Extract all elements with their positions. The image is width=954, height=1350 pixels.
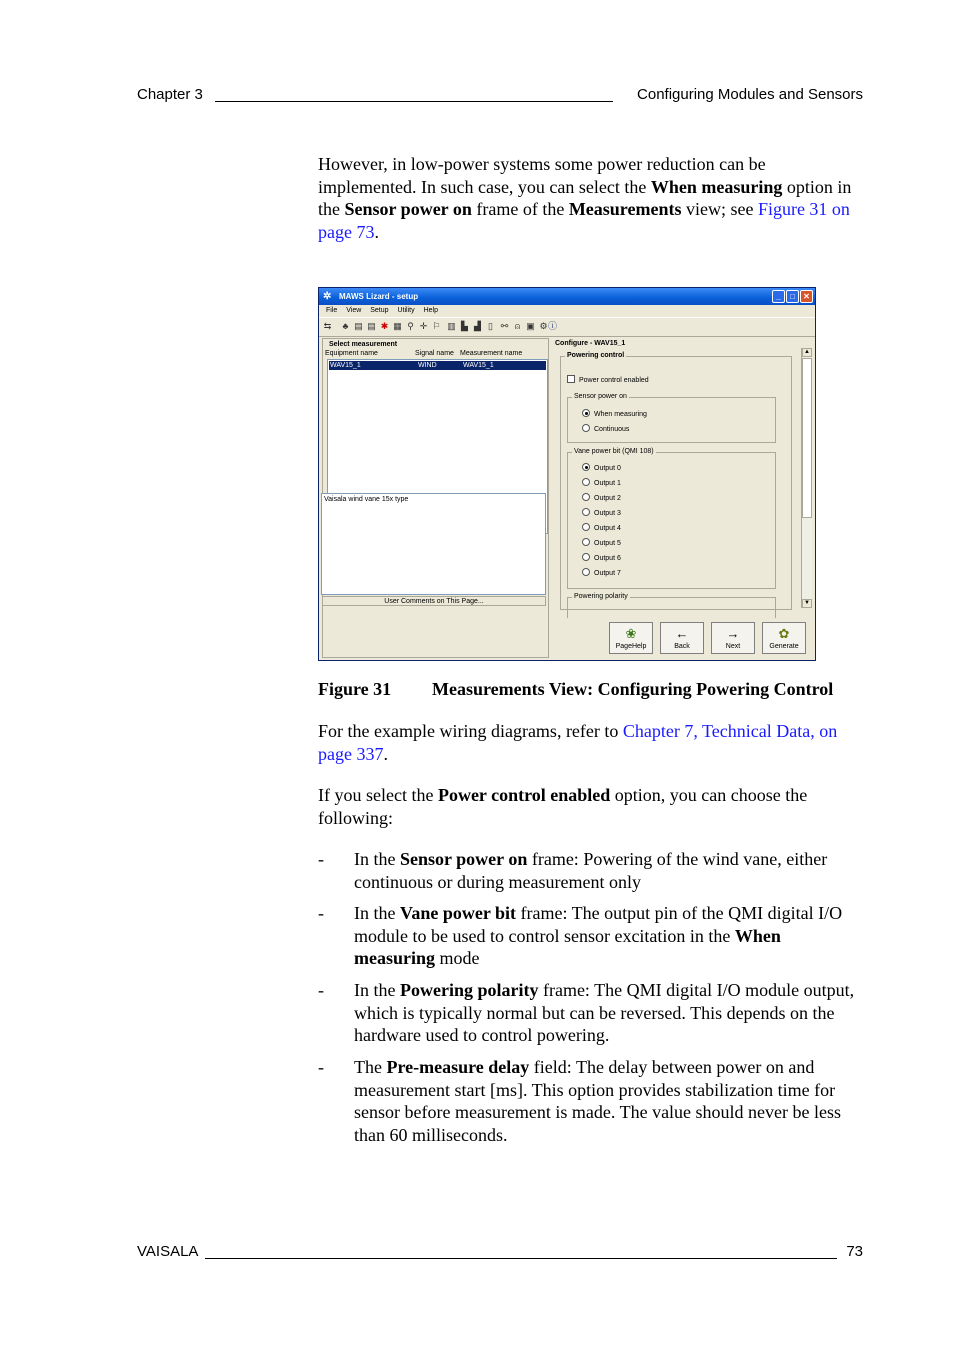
- bullet-dash: -: [318, 1057, 324, 1077]
- connect-icon[interactable]: ⇆: [323, 321, 332, 331]
- bullet-pre: The: [354, 1057, 387, 1077]
- output-3-label: Output 3: [594, 510, 621, 517]
- footer-company: VAISALA: [137, 1243, 199, 1260]
- radio-icon: [582, 538, 590, 546]
- output-6-radio[interactable]: [582, 553, 621, 562]
- network-icon[interactable]: ♣: [342, 321, 349, 331]
- report-icon[interactable]: ▟: [474, 321, 481, 331]
- power-enabled-text-1: If you select the: [318, 785, 438, 805]
- output-7-radio[interactable]: [582, 568, 621, 577]
- alarm-icon[interactable]: ⍝: [514, 321, 521, 331]
- output-5-label: Output 5: [594, 540, 621, 547]
- measure-icon[interactable]: ✛: [419, 321, 428, 331]
- sensor-power-on-legend: Sensor power on: [574, 393, 627, 400]
- output-5-radio[interactable]: [582, 538, 621, 547]
- next-arrow-icon: →: [726, 626, 740, 641]
- bullet-bold: Vane power bit: [399, 903, 516, 923]
- link-icon[interactable]: ⚯: [500, 321, 509, 331]
- header-rule: [215, 101, 613, 102]
- equipment-name-header[interactable]: Equipment name: [325, 350, 378, 357]
- bullet-dash: -: [318, 903, 324, 923]
- output-0-radio[interactable]: [582, 463, 621, 472]
- radio-icon: [582, 568, 590, 576]
- powering-polarity-legend: Powering polarity: [574, 593, 628, 600]
- dec-icon[interactable]: ▤: [354, 321, 363, 331]
- measurement-cell: WAV15_1: [463, 362, 494, 369]
- wiring-text-1: For the example wiring diagrams, refer to: [318, 721, 623, 741]
- vane-power-bit-frame: [567, 448, 776, 589]
- output-6-label: Output 6: [594, 555, 621, 562]
- intro-text-3: frame of the: [471, 199, 569, 220]
- bullet-post: field: The delay between power on and measurement start [ms]. This option provides stabilization time for sensor before measurement is made. The value should never be less than 60 milliseconds.: [354, 1057, 842, 1145]
- powering-control-legend: Powering control: [567, 352, 625, 359]
- app-icon: ✲: [323, 291, 332, 302]
- sensor-power-on-frame: [567, 393, 776, 443]
- configure-panel: [551, 338, 813, 610]
- bullet-pre: In the: [354, 903, 400, 923]
- select-measurement-title: Select measurement: [329, 341, 398, 348]
- bullet-bold: Powering polarity: [399, 980, 539, 1000]
- flag-icon[interactable]: ⚐: [432, 321, 441, 331]
- scroll-down-icon[interactable]: ▼: [802, 599, 812, 608]
- intro-text-5: .: [374, 221, 379, 242]
- output-2-label: Output 2: [594, 495, 621, 502]
- powering-polarity-frame: [567, 593, 776, 618]
- generate-label: Generate: [769, 643, 799, 650]
- back-arrow-icon: ←: [675, 626, 689, 641]
- bullet-bold: Sensor power on: [399, 849, 528, 869]
- output-7-label: Output 7: [594, 570, 621, 577]
- radio-selected-icon: [582, 463, 590, 471]
- bullet-post-2: mode: [435, 948, 480, 969]
- bullet-bold-2: When measuring: [354, 925, 781, 969]
- minimize-button[interactable]: _: [772, 290, 785, 303]
- header-section-title: Configuring Modules and Sensors: [637, 86, 863, 103]
- bullet-text: [354, 848, 863, 893]
- measurement-name-header[interactable]: Measurement name: [460, 350, 523, 357]
- intro-bold-1: When measuring: [650, 176, 783, 197]
- scroll-thumb[interactable]: [802, 358, 812, 518]
- menu-help[interactable]: Help: [423, 307, 438, 314]
- radio-icon: [582, 478, 590, 486]
- bullet-text: [354, 902, 863, 970]
- bullet-pre: In the: [354, 980, 400, 1000]
- radio-selected-icon: [582, 409, 590, 417]
- checkbox-icon: [567, 375, 575, 383]
- radio-icon: [582, 508, 590, 516]
- page-header: [137, 86, 863, 106]
- toolbar: [319, 317, 815, 337]
- next-label: Next: [725, 643, 741, 650]
- signal-cell: WIND: [418, 362, 437, 369]
- scroll-up-icon[interactable]: ▲: [802, 348, 812, 357]
- figure-number: Figure 31: [318, 679, 392, 699]
- close-button[interactable]: ✕: [800, 290, 813, 303]
- figure-link[interactable]: Figure 31 on page 73: [318, 199, 850, 242]
- window-title: MAWS Lizard - setup: [339, 292, 419, 301]
- when-measuring-radio[interactable]: [582, 409, 647, 418]
- intro-text-1: However, in low-power systems some power reduction can be implemented. In such case, you can select the: [318, 154, 766, 197]
- maws-lizard-window: [318, 287, 816, 661]
- wiring-text-2: .: [383, 743, 388, 764]
- settings-icon[interactable]: ⚙: [539, 321, 548, 331]
- header-chapter: Chapter 3: [137, 86, 203, 103]
- bullet-post: frame: Powering of the wind vane, either continuous or during measurement only: [354, 849, 828, 892]
- chart-icon[interactable]: ▙: [461, 321, 468, 331]
- radio-icon: [582, 424, 590, 432]
- terminal-icon[interactable]: ▣: [526, 321, 535, 331]
- intro-text-4: view; see: [681, 199, 758, 220]
- bullet-dash: -: [318, 849, 324, 869]
- radio-icon: [582, 493, 590, 501]
- pagehelp-label: PageHelp: [615, 643, 647, 650]
- power-enabled-bold: Power control enabled: [437, 785, 611, 805]
- comments-textarea[interactable]: [321, 493, 546, 595]
- vane-power-bit-legend: Vane power bit (QMI 108): [574, 448, 654, 455]
- continuous-label: Continuous: [594, 426, 630, 433]
- output-1-label: Output 1: [594, 480, 621, 487]
- maximize-button[interactable]: □: [786, 290, 799, 303]
- power-enabled-text-2: option, you can choose the following:: [318, 785, 808, 828]
- log-icon[interactable]: ▥: [447, 321, 456, 331]
- page-number: 73: [846, 1243, 863, 1260]
- menu-bar: [319, 305, 815, 316]
- window-titlebar: [319, 288, 815, 305]
- back-button[interactable]: [660, 622, 704, 654]
- table-row[interactable]: [329, 361, 546, 370]
- equipment-cell: WAV15_1: [330, 362, 361, 369]
- signal-name-header[interactable]: Signal name: [415, 350, 454, 357]
- chapter-7-link[interactable]: Chapter 7, Technical Data, on page 337: [318, 721, 838, 764]
- bullet-text: [354, 979, 863, 1047]
- menu-setup[interactable]: Setup: [370, 307, 389, 314]
- sensor-icon[interactable]: ✱: [380, 321, 389, 331]
- footer-rule: [205, 1258, 837, 1259]
- output-2-radio[interactable]: [582, 493, 621, 502]
- power-control-enabled-checkbox[interactable]: [567, 375, 649, 384]
- wiring-paragraph: [318, 720, 863, 765]
- output-4-label: Output 4: [594, 525, 621, 532]
- output-3-radio[interactable]: [582, 508, 621, 517]
- page-footer: [137, 1243, 863, 1263]
- generate-button[interactable]: [762, 622, 806, 654]
- menu-utility[interactable]: Utility: [397, 307, 415, 314]
- figure-title: Measurements View: Configuring Powering Control: [432, 679, 834, 699]
- power-control-enabled-label: Power control enabled: [579, 377, 649, 384]
- intro-paragraph: [318, 153, 863, 243]
- intro-text-2: option in the: [318, 176, 852, 220]
- info-icon[interactable]: ⓘ: [547, 321, 557, 331]
- document-icon[interactable]: ▯: [488, 321, 493, 331]
- intro-bold-2: Sensor power on: [344, 199, 472, 220]
- power-enabled-paragraph: [318, 784, 863, 829]
- bullet-bold: Pre-measure delay: [386, 1057, 530, 1077]
- configure-title: Configure - WAV15_1: [555, 340, 626, 347]
- when-measuring-label: When measuring: [594, 411, 647, 418]
- bullet-dash: -: [318, 980, 324, 1000]
- module-icon[interactable]: ▦: [393, 321, 402, 331]
- dec2-icon[interactable]: ▤: [367, 321, 376, 331]
- continuous-radio[interactable]: [582, 424, 629, 433]
- radio-icon: [582, 553, 590, 561]
- intro-bold-3: Measurements: [568, 199, 682, 220]
- vertical-scrollbar[interactable]: [801, 348, 812, 608]
- generate-icon: ✿: [778, 626, 790, 641]
- pagehelp-button[interactable]: [609, 622, 653, 654]
- bullet-text: [354, 1056, 863, 1146]
- menu-view[interactable]: View: [346, 307, 362, 314]
- powering-control-frame: [560, 352, 792, 610]
- bullet-pre: In the: [354, 849, 400, 869]
- output-4-radio[interactable]: [582, 523, 621, 532]
- output-1-radio[interactable]: [582, 478, 621, 487]
- user-comments-button[interactable]: User Comments on This Page...: [322, 596, 546, 606]
- mast-icon[interactable]: ⚲: [407, 321, 414, 331]
- menu-file[interactable]: File: [326, 307, 338, 314]
- bullet-post: frame: The QMI digital I/O module output, which is typically normal but can be reversed. This depends on the hardware used to control powering.: [354, 980, 855, 1046]
- comment-text: Vaisala wind vane 15x type: [324, 496, 409, 503]
- next-button[interactable]: [711, 622, 755, 654]
- pagehelp-icon: ❀: [625, 626, 637, 641]
- radio-icon: [582, 523, 590, 531]
- back-label: Back: [674, 643, 690, 650]
- bullet-post: frame: The output pin of the QMI digital I/O module to be used to control sensor excitation in the: [354, 903, 843, 946]
- output-0-label: Output 0: [594, 465, 621, 472]
